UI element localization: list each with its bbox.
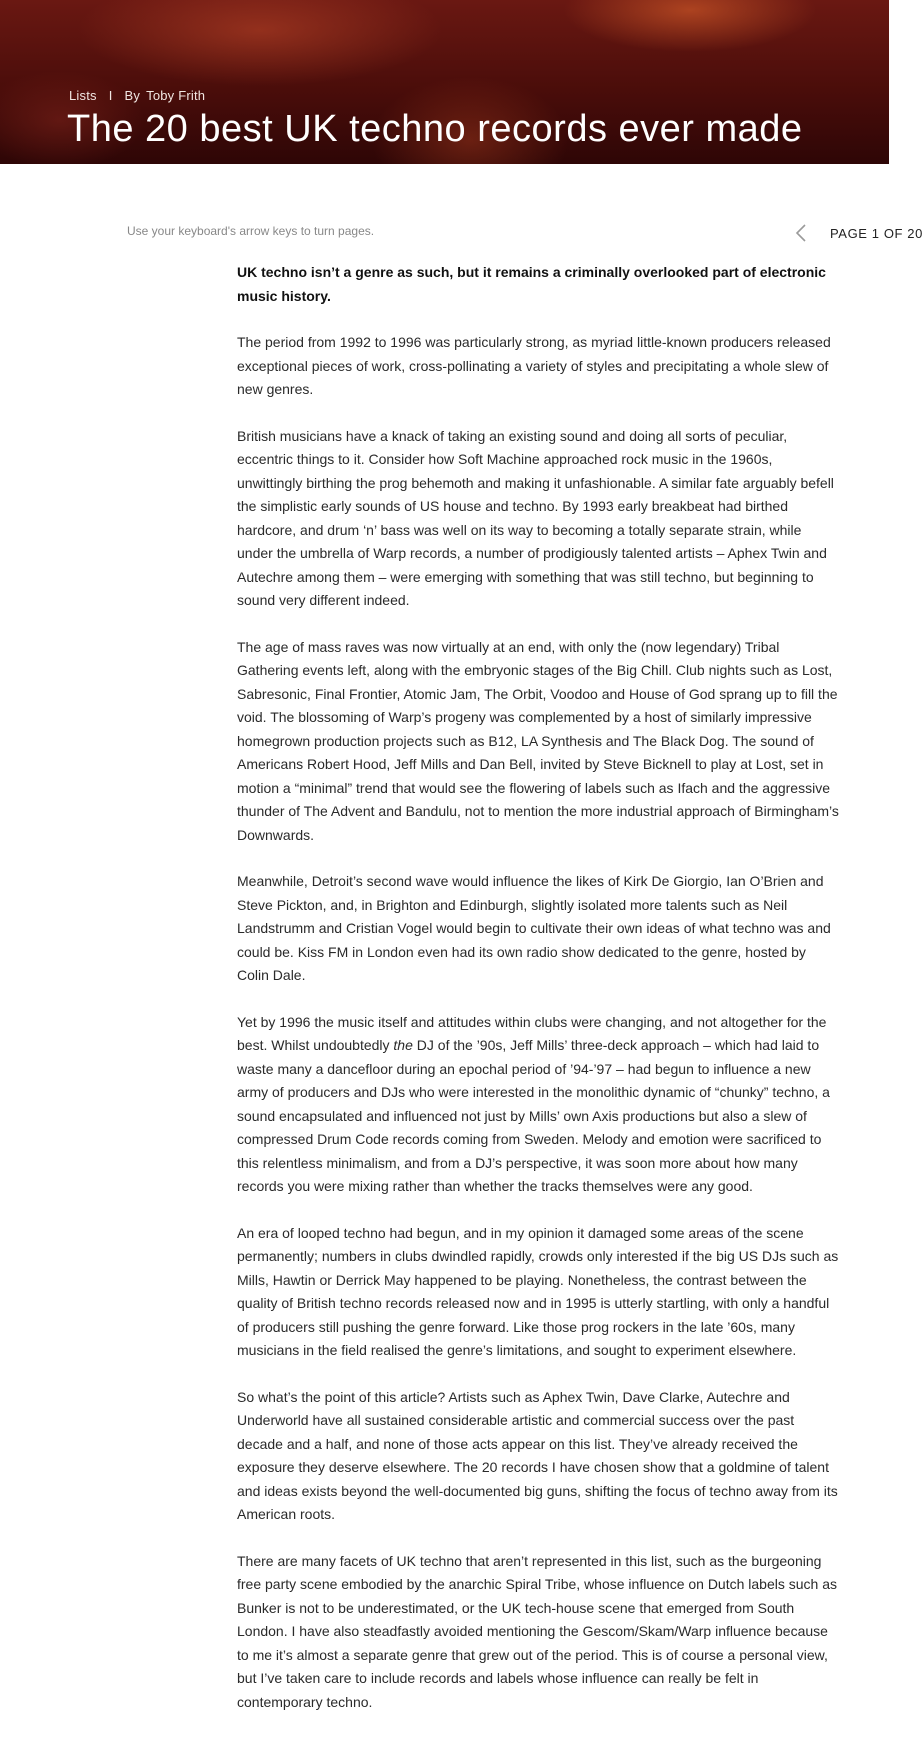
section-link-lists[interactable]: Lists [69,88,97,103]
byline-label: By [124,88,141,103]
article-paragraph: An era of looped techno had begun, and in my opinion it damaged some areas of the scene permanently; numbers in clubs dwindled rapidly, crowds only interested if the big US DJs such as Mills, Hawtin or Derrick May happened to be playing. Nonetheless, the contrast between the quality of British techno records released now and in 1995 is utterly startling, with only a handful of producers still pushing the genre forward. Like those prog rockers in the late ’60s, many musicians in the field realised the genre’s limitations, and sought to experiment elsewhere. [237,1224,839,1358]
paragraph-text: Yet by 1996 the music itself and attitudes within clubs were changing, and not altogether for the best. Whilst undoubtedly [237,1013,827,1053]
chevron-left-icon[interactable] [790,222,812,244]
meta-separator: I [108,88,113,103]
keyboard-hint: Use your keyboard's arrow keys to turn pages. [127,224,375,238]
pagination [790,222,923,244]
hero-banner [0,0,889,164]
emphasis-text: the [393,1037,413,1053]
article-meta [69,88,205,103]
paragraph-text: DJ of the ’90s, Jeff Mills’ three-deck approach – which had laid to waste many a dancefloor during an epochal period of ’94-’97 – had begun to influence a new army of producers and DJs who were interested in the monolithic dynamic of “chunky” techno, a sound encapsulated and influenced not just by Mills’ own Axis productions but also a slew of compressed Drum Code records coming from Sweden. Melody and emotion were sacrificed to this relentless minimalism, and from a DJ’s perspective, it was soon more about how many records you were mixing rather than whether the tracks themselves were any good. [237,1037,830,1194]
article-paragraph: Meanwhile, Detroit’s second wave would influence the likes of Kirk De Giorgio, Ian O’Brien and Steve Pickton, and, in Brighton and Edinburgh, slightly isolated more talents such as Neil Landstrumm and Cristian Vogel would begin to cultivate their own ideas of what techno was and could be. Kiss FM in London even had its own radio show dedicated to the genre, hosted by Colin Dale. [237,873,831,983]
article-paragraph: The period from 1992 to 1996 was particularly strong, as myriad little-known producers released exceptional pieces of work, cross-pollinating a variety of styles and precipitating a whole slew of new genres. [237,334,831,397]
page-indicator: PAGE 1 OF 20 [830,225,923,241]
page-title: The 20 best UK techno records ever made [67,108,803,150]
article-paragraph [237,1011,840,1199]
article-paragraph: The age of mass raves was now virtually at an end, with only the (now legendary) Tribal Gathering events left, along with the embryonic stages of the Big Chill. Club nights such as Lost, Sabresonic, Final Frontier, Atomic Jam, The Orbit, Voodoo and House of God sprang up to fill the void. The blossoming of Warp’s progeny was complemented by a host of similarly impressive homegrown production projects such as B12, LA Synthesis and The Black Dog. The sound of Americans Robert Hood, Jeff Mills and Dan Bell, invited by Steve Bicknell to play at Lost, set in motion a “minimal” trend that would see the flowering of labels such as Ifach and the aggressive thunder of The Advent and Bandulu, not to mention the more industrial approach of Birmingham’s Downwards. [237,638,839,843]
article-body [237,261,840,1737]
article-paragraph: There are many facets of UK techno that aren’t represented in this list, such as the burgeoning free party scene embodied by the anarchic Spiral Tribe, whose influence on Dutch labels such as Bunker is not to be underestimated, or the UK tech-house scene that emerged from South London. I have also steadfastly avoided mentioning the Gescom/Skam/Warp influence because to me it’s almost a separate genre that grew out of the period. This is of course a personal view, but I’ve taken care to include records and labels whose influence can really be felt in contemporary techno. [237,1552,838,1710]
article-paragraph: So what’s the point of this article? Artists such as Aphex Twin, Dave Clarke, Autechre and Underworld have all sustained considerable artistic and commercial success over the past decade and a half, and none of those acts appear on this list. They’ve already received the exposure they deserve elsewhere. The 20 records I have chosen show that a goldmine of talent and ideas exists beyond the well-documented big guns, shifting the focus of techno away from its American roots. [237,1388,838,1522]
article-lead: UK techno isn’t a genre as such, but it remains a criminally overlooked part of electronic music history. [237,264,826,304]
author-link[interactable]: Toby Frith [146,88,206,103]
article-paragraph: British musicians have a knack of taking an existing sound and doing all sorts of peculiar, eccentric things to it. Consider how Soft Machine approached rock music in the 1960s, unwittingly birthing the prog behemoth and making it unfashionable. A similar fate arguably befell the simplistic early sounds of US house and techno. By 1993 early breakbeat had birthed hardcore, and drum ‘n’ bass was well on its way to becoming a totally separate strain, while under the umbrella of Warp records, a number of prodigiously talented artists – Aphex Twin and Autechre among them – were emerging with something that was still techno, but beginning to sound very different indeed. [237,427,834,608]
